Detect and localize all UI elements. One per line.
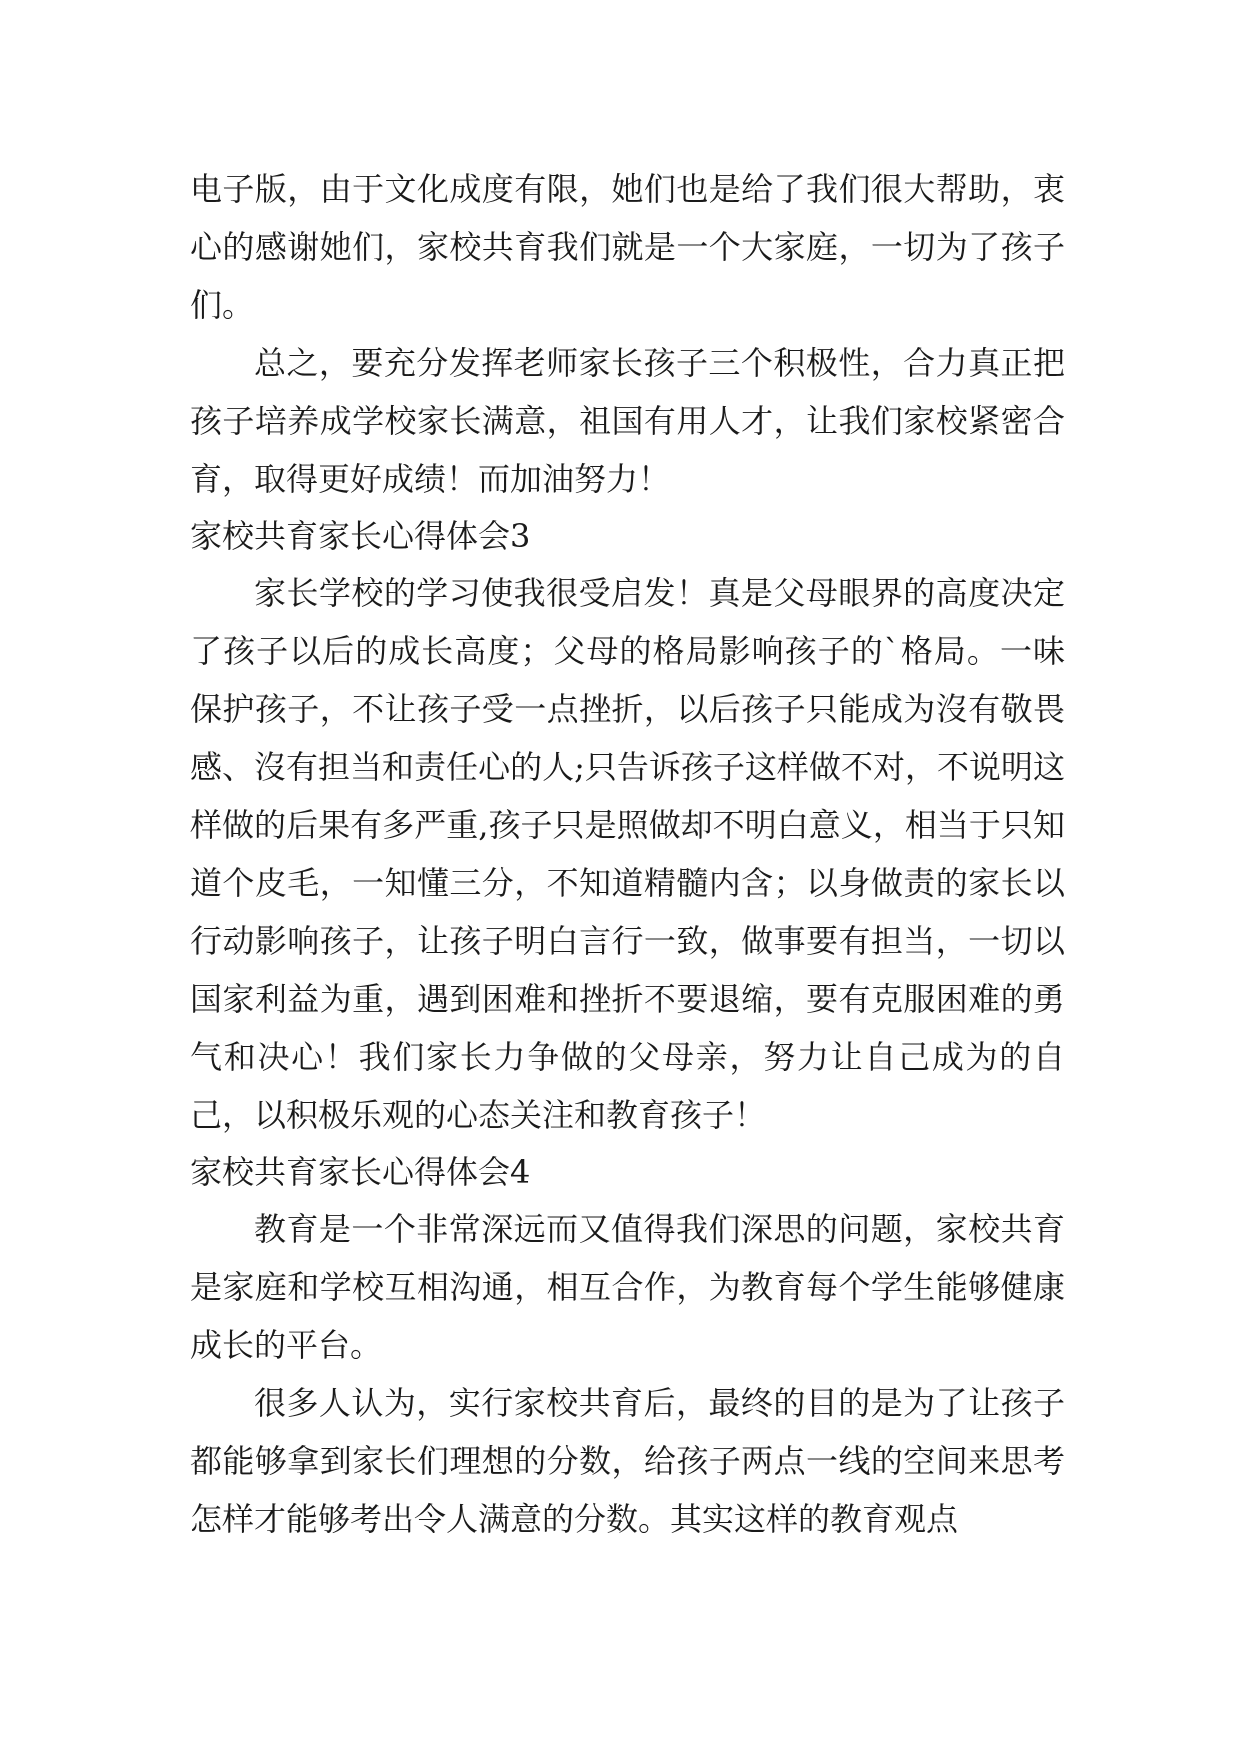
paragraph-5: 很多人认为，实行家校共育后，最终的目的是为了让孩子都能够拿到家长们理想的分数，给孩子两点一线的空间来思考怎样才能够考出令人满意的分数。其实这样的教育观点 bbox=[190, 1384, 1065, 1538]
paragraph-4: 教育是一个非常深远而又值得我们深思的问题，家校共育是家庭和学校互相沟通，相互合作，为教育每个学生能够健康成长的平台。 bbox=[190, 1210, 1065, 1364]
section-heading-3: 家校共育家长心得体会3 bbox=[190, 517, 531, 555]
paragraph-2: 总之，要充分发挥老师家长孩子三个积极性，合力真正把孩子培养成学校家长满意，祖国有用人才，让我们家校紧密合育，取得更好成绩！而加油努力！ bbox=[190, 344, 1065, 498]
paragraph-1: 电子版，由于文化成度有限，她们也是给了我们很大帮助，衷心的感谢她们，家校共育我们就是一个大家庭，一切为了孩子们。 bbox=[190, 170, 1065, 324]
section-heading-4: 家校共育家长心得体会4 bbox=[190, 1153, 531, 1191]
paragraph-3: 家长学校的学习使我很受启发！真是父母眼界的高度决定了孩子以后的成长高度；父母的格局影响孩子的`格局。一味保护孩子，不让孩子受一点挫折，以后孩子只能成为沒有敬畏感、沒有担当和责任心的人;只告诉孩子这样做不对，不说明这样做的后果有多严重,孩子只是照做却不明白意义，相当于只知道个皮毛，一知懂三分，不知道精髓内含；以身做责的家长以行动影响孩子，让孩子明白言行一致，做事要有担当，一切以国家利益为重，遇到困难和挫折不要退缩，要有克服困难的勇气和决心！我们家长力争做的父母亲，努力让自己成为的自己，以积极乐观的心态关注和教育孩子！ bbox=[190, 574, 1065, 1134]
document-body bbox=[190, 160, 1065, 1548]
